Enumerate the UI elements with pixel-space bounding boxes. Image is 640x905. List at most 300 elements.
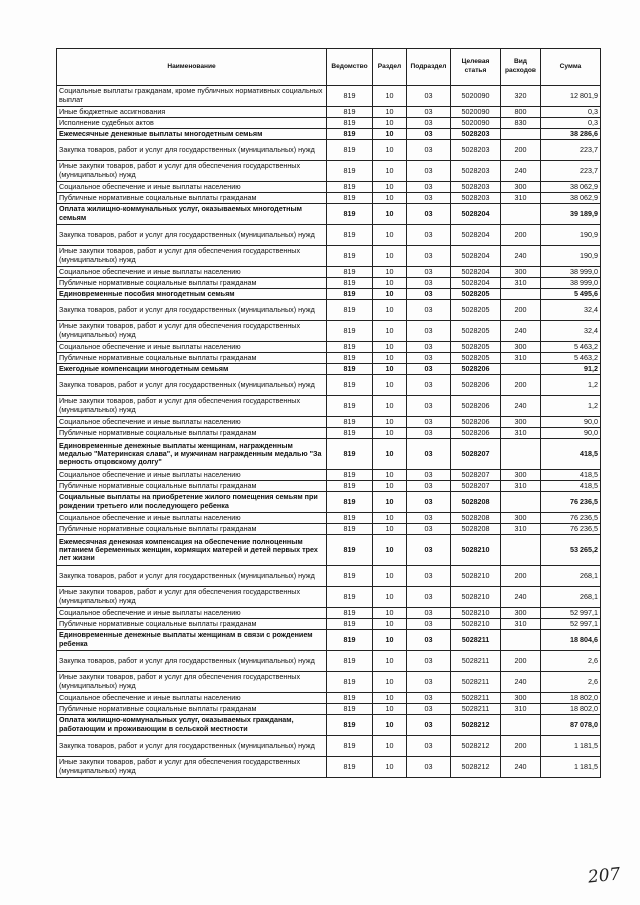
table-header-row: [57, 49, 601, 86]
cell-sum: 76 236,5: [541, 492, 601, 513]
header-exptype: Вид расходов: [501, 49, 541, 86]
cell-target: 5020090: [451, 86, 501, 107]
cell-sum: 91,2: [541, 364, 601, 375]
cell-dept: 819: [327, 630, 373, 651]
cell-dept: 819: [327, 86, 373, 107]
cell-subsection: 03: [407, 651, 451, 672]
cell-target: 5028211: [451, 630, 501, 651]
cell-exptype: 300: [501, 182, 541, 193]
cell-name: Публичные нормативные социальные выплаты гражданам: [57, 428, 327, 439]
cell-dept: 819: [327, 300, 373, 321]
cell-target: 5020090: [451, 107, 501, 118]
cell-target: 5028204: [451, 204, 501, 225]
cell-dept: 819: [327, 364, 373, 375]
cell-target: 5028211: [451, 651, 501, 672]
cell-dept: 819: [327, 321, 373, 342]
table-row: [57, 566, 601, 587]
cell-section: 10: [373, 757, 407, 778]
cell-dept: 819: [327, 587, 373, 608]
cell-subsection: 03: [407, 417, 451, 428]
cell-section: 10: [373, 693, 407, 704]
table-body: [57, 86, 601, 778]
cell-sum: 52 997,1: [541, 619, 601, 630]
cell-dept: 819: [327, 608, 373, 619]
cell-target: 5028203: [451, 161, 501, 182]
cell-name: Публичные нормативные социальные выплаты гражданам: [57, 524, 327, 535]
cell-section: 10: [373, 342, 407, 353]
cell-sum: 87 078,0: [541, 715, 601, 736]
cell-dept: 819: [327, 439, 373, 470]
cell-exptype: 200: [501, 375, 541, 396]
cell-dept: 819: [327, 417, 373, 428]
cell-target: 5028203: [451, 140, 501, 161]
cell-target: 5028210: [451, 566, 501, 587]
table-row: [57, 715, 601, 736]
cell-target: 5028205: [451, 289, 501, 300]
table-row: [57, 619, 601, 630]
cell-dept: 819: [327, 428, 373, 439]
cell-target: 5028211: [451, 704, 501, 715]
cell-exptype: 240: [501, 321, 541, 342]
cell-subsection: 03: [407, 428, 451, 439]
cell-exptype: 240: [501, 161, 541, 182]
cell-name: Закупка товаров, работ и услуг для государственных (муниципальных) нужд: [57, 375, 327, 396]
cell-exptype: 240: [501, 246, 541, 267]
cell-name: Социальное обеспечение и иные выплаты населению: [57, 693, 327, 704]
cell-target: 5028206: [451, 396, 501, 417]
cell-sum: 1,2: [541, 396, 601, 417]
table-row: [57, 630, 601, 651]
table-row: [57, 107, 601, 118]
cell-dept: 819: [327, 246, 373, 267]
cell-sum: 90,0: [541, 417, 601, 428]
table-row: [57, 492, 601, 513]
cell-exptype: 310: [501, 619, 541, 630]
cell-name: Иные закупки товаров, работ и услуг для обеспечения государственных (муниципальных) нужд: [57, 321, 327, 342]
cell-exptype: [501, 439, 541, 470]
cell-dept: 819: [327, 129, 373, 140]
cell-name: Закупка товаров, работ и услуг для государственных (муниципальных) нужд: [57, 651, 327, 672]
cell-target: 5028207: [451, 481, 501, 492]
cell-name: Социальное обеспечение и иные выплаты населению: [57, 470, 327, 481]
cell-sum: 12 801,9: [541, 86, 601, 107]
header-target: Целевая статья: [451, 49, 501, 86]
cell-target: 5028207: [451, 439, 501, 470]
cell-sum: 38 062,9: [541, 182, 601, 193]
cell-subsection: 03: [407, 107, 451, 118]
cell-exptype: 830: [501, 118, 541, 129]
header-dept: Ведомство: [327, 49, 373, 86]
cell-dept: 819: [327, 513, 373, 524]
cell-section: 10: [373, 267, 407, 278]
cell-name: Единовременные денежные выплаты женщинам, награжденным медалью "Материнская слава", и мужчинам награжденным медалью "За верность отцовскому долгу": [57, 439, 327, 470]
cell-target: 5028210: [451, 619, 501, 630]
cell-target: 5028205: [451, 300, 501, 321]
cell-exptype: 300: [501, 693, 541, 704]
cell-name: Социальное обеспечение и иные выплаты населению: [57, 608, 327, 619]
cell-sum: 223,7: [541, 140, 601, 161]
cell-section: 10: [373, 704, 407, 715]
cell-subsection: 03: [407, 470, 451, 481]
cell-target: 5020090: [451, 118, 501, 129]
cell-subsection: 03: [407, 524, 451, 535]
cell-sum: 190,9: [541, 246, 601, 267]
cell-target: 5028203: [451, 182, 501, 193]
cell-subsection: 03: [407, 161, 451, 182]
cell-dept: 819: [327, 481, 373, 492]
cell-sum: 418,5: [541, 481, 601, 492]
cell-exptype: 240: [501, 396, 541, 417]
cell-dept: 819: [327, 715, 373, 736]
cell-sum: 1 181,5: [541, 757, 601, 778]
cell-exptype: 310: [501, 524, 541, 535]
cell-subsection: 03: [407, 672, 451, 693]
cell-subsection: 03: [407, 481, 451, 492]
cell-name: Оплата жилищно-коммунальных услуг, оказываемых многодетным семьям: [57, 204, 327, 225]
cell-subsection: 03: [407, 364, 451, 375]
cell-name: Закупка товаров, работ и услуг для государственных (муниципальных) нужд: [57, 140, 327, 161]
cell-exptype: 200: [501, 651, 541, 672]
cell-section: 10: [373, 182, 407, 193]
cell-dept: 819: [327, 736, 373, 757]
cell-name: Публичные нормативные социальные выплаты гражданам: [57, 278, 327, 289]
cell-exptype: 300: [501, 608, 541, 619]
cell-subsection: 03: [407, 566, 451, 587]
cell-sum: 18 804,6: [541, 630, 601, 651]
cell-subsection: 03: [407, 278, 451, 289]
cell-sum: 32,4: [541, 300, 601, 321]
cell-sum: 268,1: [541, 587, 601, 608]
cell-exptype: 310: [501, 481, 541, 492]
cell-section: 10: [373, 736, 407, 757]
cell-dept: 819: [327, 396, 373, 417]
cell-target: 5028203: [451, 193, 501, 204]
cell-exptype: 310: [501, 193, 541, 204]
cell-name: Единовременные пособия многодетным семьям: [57, 289, 327, 300]
cell-name: Иные закупки товаров, работ и услуг для обеспечения государственных (муниципальных) нужд: [57, 757, 327, 778]
cell-section: 10: [373, 651, 407, 672]
cell-section: 10: [373, 289, 407, 300]
cell-dept: 819: [327, 353, 373, 364]
cell-subsection: 03: [407, 704, 451, 715]
cell-subsection: 03: [407, 182, 451, 193]
table-row: [57, 524, 601, 535]
cell-sum: 53 265,2: [541, 535, 601, 566]
header-section: Раздел: [373, 49, 407, 86]
cell-name: Закупка товаров, работ и услуг для государственных (муниципальных) нужд: [57, 566, 327, 587]
cell-exptype: [501, 715, 541, 736]
cell-name: Исполнение судебных актов: [57, 118, 327, 129]
table-row: [57, 693, 601, 704]
cell-section: 10: [373, 193, 407, 204]
cell-dept: 819: [327, 470, 373, 481]
table-row: [57, 704, 601, 715]
table-row: [57, 246, 601, 267]
cell-target: 5028208: [451, 513, 501, 524]
cell-sum: 32,4: [541, 321, 601, 342]
cell-dept: 819: [327, 225, 373, 246]
cell-subsection: 03: [407, 587, 451, 608]
cell-name: Публичные нормативные социальные выплаты гражданам: [57, 193, 327, 204]
cell-sum: 52 997,1: [541, 608, 601, 619]
table-row: [57, 129, 601, 140]
cell-subsection: 03: [407, 118, 451, 129]
cell-sum: 268,1: [541, 566, 601, 587]
cell-name: Закупка товаров, работ и услуг для государственных (муниципальных) нужд: [57, 300, 327, 321]
cell-sum: 418,5: [541, 439, 601, 470]
table-row: [57, 396, 601, 417]
table-row: [57, 587, 601, 608]
table-row: [57, 417, 601, 428]
cell-dept: 819: [327, 492, 373, 513]
table-row: [57, 651, 601, 672]
cell-target: 5028206: [451, 364, 501, 375]
cell-dept: 819: [327, 524, 373, 535]
cell-exptype: 200: [501, 225, 541, 246]
cell-dept: 819: [327, 161, 373, 182]
table-row: [57, 736, 601, 757]
cell-section: 10: [373, 204, 407, 225]
cell-name: Закупка товаров, работ и услуг для государственных (муниципальных) нужд: [57, 736, 327, 757]
table-row: [57, 342, 601, 353]
cell-sum: 418,5: [541, 470, 601, 481]
cell-section: 10: [373, 587, 407, 608]
cell-name: Иные закупки товаров, работ и услуг для обеспечения государственных (муниципальных) нужд: [57, 587, 327, 608]
table-row: [57, 204, 601, 225]
cell-section: 10: [373, 161, 407, 182]
cell-sum: 5 463,2: [541, 342, 601, 353]
page-number: 207: [587, 864, 622, 888]
cell-exptype: [501, 129, 541, 140]
table-row: [57, 161, 601, 182]
cell-subsection: 03: [407, 439, 451, 470]
cell-subsection: 03: [407, 246, 451, 267]
cell-name: Социальные выплаты гражданам, кроме публичных нормативных социальных выплат: [57, 86, 327, 107]
cell-name: Публичные нормативные социальные выплаты гражданам: [57, 353, 327, 364]
cell-name: Иные закупки товаров, работ и услуг для обеспечения государственных (муниципальных) нужд: [57, 161, 327, 182]
cell-sum: 39 189,9: [541, 204, 601, 225]
cell-section: 10: [373, 439, 407, 470]
cell-name: Единовременные денежные выплаты женщинам в связи с рождением ребенка: [57, 630, 327, 651]
header-subsection: Подраздел: [407, 49, 451, 86]
table-row: [57, 140, 601, 161]
cell-sum: 5 495,6: [541, 289, 601, 300]
cell-subsection: 03: [407, 267, 451, 278]
cell-exptype: 240: [501, 757, 541, 778]
table-row: [57, 321, 601, 342]
cell-sum: 2,6: [541, 651, 601, 672]
header-name: Наименование: [57, 49, 327, 86]
cell-name: Социальное обеспечение и иные выплаты населению: [57, 513, 327, 524]
table-row: [57, 535, 601, 566]
cell-section: 10: [373, 278, 407, 289]
cell-sum: 5 463,2: [541, 353, 601, 364]
table-row: [57, 672, 601, 693]
cell-subsection: 03: [407, 492, 451, 513]
cell-name: Публичные нормативные социальные выплаты гражданам: [57, 704, 327, 715]
cell-section: 10: [373, 481, 407, 492]
cell-name: Социальное обеспечение и иные выплаты населению: [57, 182, 327, 193]
table-row: [57, 289, 601, 300]
cell-sum: 18 802,0: [541, 693, 601, 704]
cell-target: 5028211: [451, 672, 501, 693]
cell-section: 10: [373, 513, 407, 524]
cell-exptype: 200: [501, 566, 541, 587]
cell-exptype: 300: [501, 417, 541, 428]
table-row: [57, 353, 601, 364]
cell-target: 5028208: [451, 524, 501, 535]
cell-exptype: 200: [501, 736, 541, 757]
budget-table: [56, 48, 601, 778]
cell-target: 5028204: [451, 225, 501, 246]
table-row: [57, 375, 601, 396]
cell-target: 5028206: [451, 375, 501, 396]
cell-name: Социальное обеспечение и иные выплаты населению: [57, 417, 327, 428]
cell-subsection: 03: [407, 619, 451, 630]
cell-dept: 819: [327, 619, 373, 630]
cell-sum: 223,7: [541, 161, 601, 182]
cell-exptype: 300: [501, 267, 541, 278]
cell-dept: 819: [327, 342, 373, 353]
cell-dept: 819: [327, 535, 373, 566]
cell-dept: 819: [327, 140, 373, 161]
cell-name: Ежегодные компенсации многодетным семьям: [57, 364, 327, 375]
cell-name: Закупка товаров, работ и услуг для государственных (муниципальных) нужд: [57, 225, 327, 246]
cell-target: 5028212: [451, 757, 501, 778]
cell-exptype: 300: [501, 513, 541, 524]
table-row: [57, 225, 601, 246]
cell-dept: 819: [327, 704, 373, 715]
cell-name: Иные закупки товаров, работ и услуг для обеспечения государственных (муниципальных) нужд: [57, 672, 327, 693]
table-row: [57, 267, 601, 278]
cell-sum: 76 236,5: [541, 524, 601, 535]
cell-section: 10: [373, 630, 407, 651]
cell-sum: 1,2: [541, 375, 601, 396]
table-row: [57, 86, 601, 107]
cell-subsection: 03: [407, 86, 451, 107]
cell-sum: 0,3: [541, 107, 601, 118]
cell-name: Социальное обеспечение и иные выплаты населению: [57, 267, 327, 278]
cell-sum: 2,6: [541, 672, 601, 693]
cell-name: Публичные нормативные социальные выплаты гражданам: [57, 481, 327, 492]
cell-exptype: 310: [501, 353, 541, 364]
cell-subsection: 03: [407, 321, 451, 342]
cell-dept: 819: [327, 118, 373, 129]
cell-target: 5028203: [451, 129, 501, 140]
cell-subsection: 03: [407, 535, 451, 566]
cell-exptype: 300: [501, 342, 541, 353]
cell-section: 10: [373, 107, 407, 118]
table-row: [57, 481, 601, 492]
cell-name: Социальное обеспечение и иные выплаты населению: [57, 342, 327, 353]
cell-section: 10: [373, 417, 407, 428]
cell-sum: 38 062,9: [541, 193, 601, 204]
cell-sum: 18 802,0: [541, 704, 601, 715]
table-row: [57, 364, 601, 375]
cell-subsection: 03: [407, 375, 451, 396]
cell-target: 5028204: [451, 246, 501, 267]
cell-section: 10: [373, 321, 407, 342]
cell-name: Социальные выплаты на приобретение жилого помещения семьям при рождении третьего или последующего ребенка: [57, 492, 327, 513]
cell-dept: 819: [327, 672, 373, 693]
cell-section: 10: [373, 225, 407, 246]
cell-exptype: 300: [501, 470, 541, 481]
cell-subsection: 03: [407, 608, 451, 619]
cell-target: 5028204: [451, 267, 501, 278]
cell-section: 10: [373, 672, 407, 693]
cell-section: 10: [373, 364, 407, 375]
cell-name: Иные бюджетные ассигнования: [57, 107, 327, 118]
table-row: [57, 300, 601, 321]
cell-sum: 38 999,0: [541, 267, 601, 278]
cell-target: 5028210: [451, 608, 501, 619]
cell-subsection: 03: [407, 396, 451, 417]
cell-subsection: 03: [407, 736, 451, 757]
cell-target: 5028211: [451, 693, 501, 704]
cell-section: 10: [373, 470, 407, 481]
table-row: [57, 439, 601, 470]
cell-target: 5028212: [451, 736, 501, 757]
cell-section: 10: [373, 535, 407, 566]
table-row: [57, 193, 601, 204]
table-row: [57, 278, 601, 289]
cell-name: Публичные нормативные социальные выплаты гражданам: [57, 619, 327, 630]
cell-section: 10: [373, 524, 407, 535]
cell-exptype: 200: [501, 300, 541, 321]
cell-name: Иные закупки товаров, работ и услуг для обеспечения государственных (муниципальных) нужд: [57, 246, 327, 267]
cell-section: 10: [373, 396, 407, 417]
cell-name: Ежемесячная денежная компенсация на обеспечение полноценным питанием беременных женщин, кормящих матерей и детей первых трех лет жизни: [57, 535, 327, 566]
cell-sum: 190,9: [541, 225, 601, 246]
cell-subsection: 03: [407, 715, 451, 736]
cell-dept: 819: [327, 193, 373, 204]
cell-subsection: 03: [407, 757, 451, 778]
cell-sum: 1 181,5: [541, 736, 601, 757]
cell-exptype: 240: [501, 672, 541, 693]
cell-name: Иные закупки товаров, работ и услуг для обеспечения государственных (муниципальных) нужд: [57, 396, 327, 417]
cell-exptype: [501, 630, 541, 651]
cell-section: 10: [373, 619, 407, 630]
cell-exptype: 240: [501, 587, 541, 608]
cell-sum: 90,0: [541, 428, 601, 439]
cell-subsection: 03: [407, 693, 451, 704]
cell-target: 5028205: [451, 353, 501, 364]
table-row: [57, 428, 601, 439]
cell-dept: 819: [327, 204, 373, 225]
cell-section: 10: [373, 129, 407, 140]
cell-dept: 819: [327, 267, 373, 278]
cell-section: 10: [373, 608, 407, 619]
cell-exptype: 310: [501, 704, 541, 715]
cell-section: 10: [373, 353, 407, 364]
cell-exptype: [501, 289, 541, 300]
cell-section: 10: [373, 428, 407, 439]
cell-exptype: 800: [501, 107, 541, 118]
cell-target: 5028210: [451, 587, 501, 608]
cell-subsection: 03: [407, 300, 451, 321]
cell-subsection: 03: [407, 193, 451, 204]
cell-target: 5028206: [451, 417, 501, 428]
cell-section: 10: [373, 246, 407, 267]
cell-subsection: 03: [407, 513, 451, 524]
cell-dept: 819: [327, 651, 373, 672]
cell-dept: 819: [327, 278, 373, 289]
cell-subsection: 03: [407, 342, 451, 353]
cell-section: 10: [373, 492, 407, 513]
cell-subsection: 03: [407, 140, 451, 161]
cell-target: 5028204: [451, 278, 501, 289]
cell-subsection: 03: [407, 225, 451, 246]
